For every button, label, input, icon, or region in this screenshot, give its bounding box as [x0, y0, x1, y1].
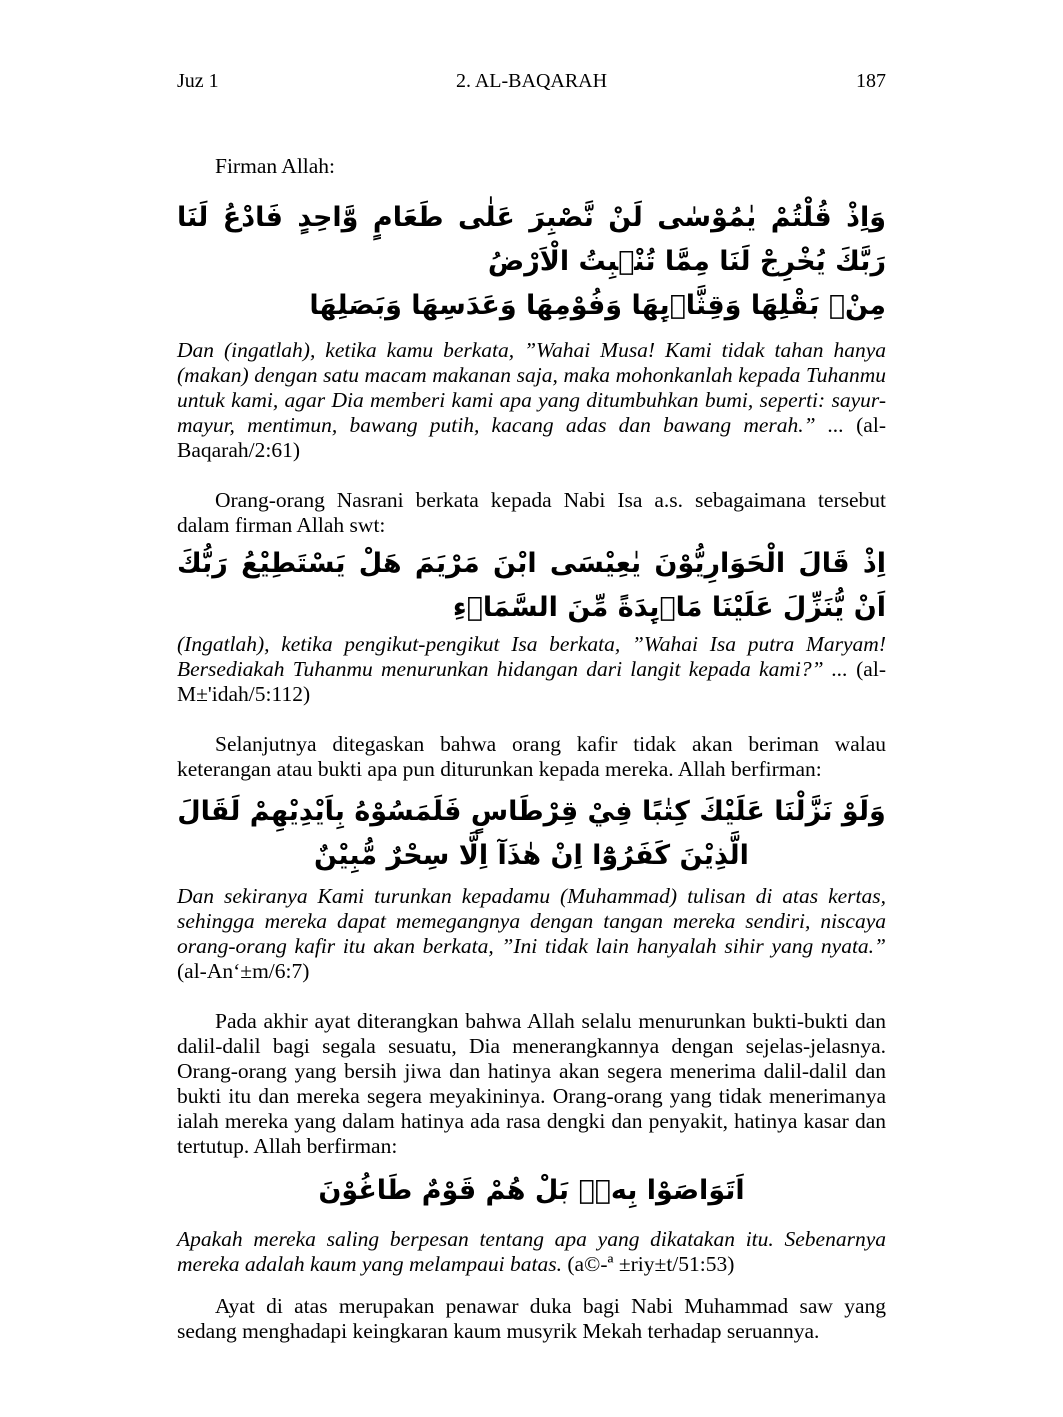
translation-text: (Ingatlah), ketika pengikut-pengikut Isa berkata, ”Wahai Isa putra Maryam! Bersediakah Tuhanmu menurunkan hidangan dari langit kepada kami?” ... — [177, 632, 886, 681]
page-header — [177, 70, 886, 100]
verse-reference: (a©-ª ±riy±t/51:53) — [561, 1252, 735, 1276]
body-paragraph: Pada akhir ayat diterangkan bahwa Allah selalu menurunkan bukti-bukti dan dalil-dalil bagi segala sesuatu, Dia menerangkannya dengan sejelas-jelasnya. Orang-orang yang bersih jiwa dan hatinya akan segera menerima dalil-dalil dan bukti itu dan mereka segera meyakininya. Orang-orang yang tidak menerimanya ialah mereka yang dalam hatinya ada rasa dengki dan penyakit, hatinya kasar dan tertutup. Allah berfirman: — [177, 1009, 886, 1158]
page-body — [177, 154, 886, 1344]
verse-translation — [177, 338, 886, 463]
intro-paragraph: Firman Allah: — [215, 154, 336, 178]
arabic-verse: وَاِذْ قُلْتُمْ يٰمُوْسٰى لَنْ نَّصْبِرَ عَلٰى طَعَامٍ وَّاحِدٍ فَادْعُ لَنَا رَبَّكَ يُخْرِجْ لَنَا مِمَّا تُنْۢبِتُ الْاَرْضُ — [177, 202, 886, 277]
verse-translation — [177, 632, 886, 707]
verse-translation — [177, 884, 886, 984]
body-paragraph: Orang-orang Nasrani berkata kepada Nabi Isa a.s. sebagaimana tersebut dalam firman Allah swt: — [177, 488, 886, 537]
verse-reference: (al-M±'idah/5:112) — [177, 657, 886, 706]
verse-reference: (al-An‘±m/6:7) — [177, 959, 310, 983]
translation-text: Dan sekiranya Kami turunkan kepadamu (Muhammad) tulisan di atas kertas, sehingga mereka dapat memegangnya dengan tangan mereka sendiri, niscaya orang-orang kafir itu akan berkata, ”Ini tidak lain hanyalah sihir yang nyata.” — [177, 884, 886, 958]
body-paragraph: Ayat di atas merupakan penawar duka bagi Nabi Muhammad saw yang sedang menghadapi keingkaran kaum musyrik Mekah terhadap seruannya. — [177, 1294, 886, 1343]
juz-label: Juz 1 — [177, 70, 219, 92]
surah-title: 2. AL-BAQARAH — [455, 70, 608, 92]
translation-text: Apakah mereka saling berpesan tentang apa yang dikatakan itu. Sebenarnya mereka adalah kaum yang melampaui batas. — [177, 1227, 886, 1276]
translation-text: Dan (ingatlah), ketika kamu berkata, ”Wahai Musa! Kami tidak tahan hanya (makan) dengan satu macam makanan saja, maka mohonkanlah kepada Tuhanmu untuk kami, agar Dia memberi kami apa yang ditumbuhkan bumi, seperti: sayur-mayur, mentimun, bawang putih, kacang adas dan bawang merah.” ... — [177, 338, 886, 437]
body-paragraph: Selanjutnya ditegaskan bahwa orang kafir tidak akan beriman walau keterangan atau bukti apa pun diturunkan kepada mereka. Allah berfirman: — [177, 732, 886, 781]
verse-reference: (al-Baqarah/2:61) — [177, 413, 886, 462]
arabic-verse: مِنْۢ بَقْلِهَا وَقِثَّاۤىِٕهَا وَفُوْمِهَا وَعَدَسِهَا وَبَصَلِهَا — [309, 290, 886, 321]
arabic-verse: وَلَوْ نَزَّلْنَا عَلَيْكَ كِتٰبًا فِيْ قِرْطَاسٍ فَلَمَسُوْهُ بِاَيْدِيْهِمْ لَقَالَ الَّذِيْنَ كَفَرُوْٓا اِنْ هٰذَآ اِلَّا سِحْرٌ مُّبِيْنٌ — [177, 796, 886, 871]
arabic-verse: اَتَوَاصَوْا بِهٖۚ بَلْ هُمْ قَوْمٌ طَاغُوْنَ — [318, 1175, 745, 1206]
page-number: 187 — [856, 70, 886, 92]
verse-translation — [177, 1227, 886, 1277]
arabic-verse: اِذْ قَالَ الْحَوَارِيُّوْنَ يٰعِيْسَى ابْنَ مَرْيَمَ هَلْ يَسْتَطِيْعُ رَبُّكَ اَنْ يُّنَزِّلَ عَلَيْنَا مَاۤىِٕدَةً مِّنَ السَّمَاۤءِ — [177, 548, 886, 623]
